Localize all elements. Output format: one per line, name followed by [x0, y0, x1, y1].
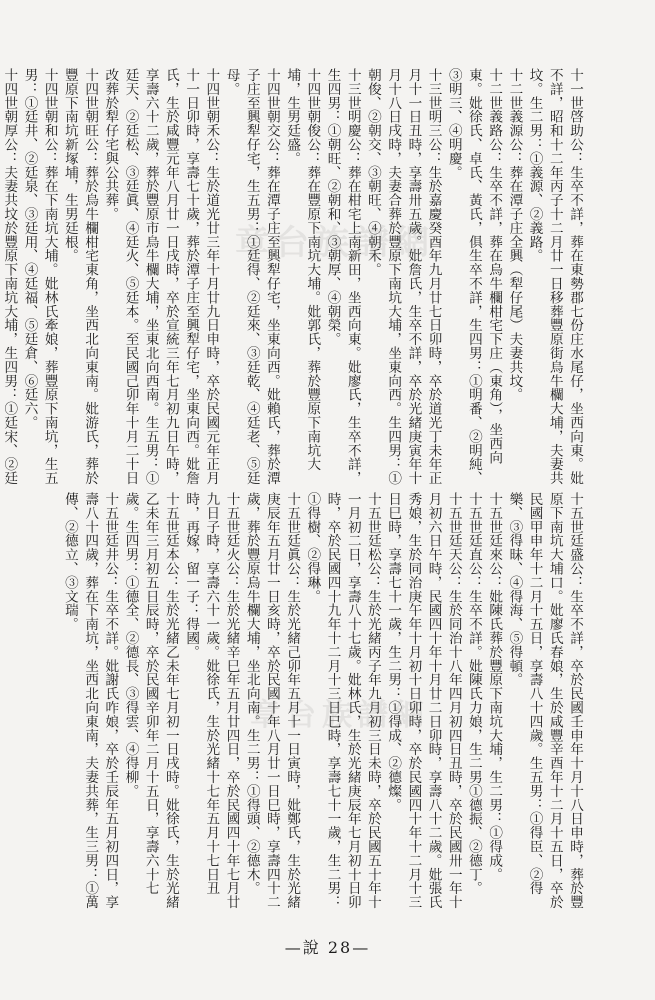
genealogy-entry: 十五世廷盛公：生卒不詳，卒於民國壬申年十月十八日申時，葬於豐原下南坑大埔口。妣廖氏春娘，生於咸豐辛酉年十二月十五日，卒於民國甲申年十二月十五日，享壽八十四歲。生五男：①得臣、②得樂、③得昧、④得海、⑤得頓。: [506, 492, 583, 909]
genealogy-entry: 十二世義源公：葬在潭子庄全興（犁仔尾）夫妻共坟。: [506, 68, 523, 402]
genealogy-entry: 十二世義路公：生卒不詳，葬在烏牛欄柑宅下庄（東角），坐西向東。妣徐氏、卓氏、黃氏，俱生卒不詳，生四男：①明番、②明純、③明三、④明慶。: [445, 68, 503, 485]
genealogy-entry: 十四世朝和公：葬在下南坑大埔。妣林氏牽娘，葬豐原下南坑，生五男：①廷井、②廷泉、③廷用、④廷福、⑤廷倉、⑥廷六。: [21, 68, 58, 485]
genealogy-entry: 十四世朝交公：葬在潭子庄至興犁仔宅，坐東向西。妣賴氏，葬於潭子庄至興犁仔宅，生五男：①廷得、②廷來、③廷乾、④廷老、⑤廷母。: [223, 68, 280, 485]
genealogy-entry: 十四世朝俊公：葬在豐原下南坑大埔。妣郭氏，葬於豐原下南坑大埔，生男廷盛。: [284, 68, 321, 472]
genealogy-entry: 十五世廷來公：妣陳氏葬於豐原下南坑大埔，生二男：①得成。: [486, 492, 503, 882]
genealogy-entry: 十五世廷直公：生卒不詳。妣陳氏力娘，生二男①德振、②德丁。: [465, 492, 482, 896]
genealogy-entry: 十五世廷井公：生卒不詳。妣謝氏咋娘，卒於壬辰年五月初四日，享壽八十四歲，葬在下南坑，坐西北向東南，夫妻共葬，生三男：①萬傳、②德立、③文瑞。: [61, 492, 119, 909]
genealogy-entry: 十四世朝禾公：生於道光廿三年十月廿九日申時，卒於民國元年正月十一日卯時，享壽七十歲，葬於潭子庄至興犁仔宅，坐東向西。妣詹氏，生於咸豐元年八月廿一日戌時，卒於宣統三年七月初九日午時，享壽六十二歲，葬於豐原市烏牛欄大埔，坐東北向西南。生五男：①廷天、②廷松、③廷眞、④廷火、⑤廷本。至民國己卯年十月二十日改葬於犁仔宅與公共葬。: [102, 68, 220, 485]
genealogy-entry: 十五世廷松公：生於光緒丙子年九月初三日未時，卒於民國五十年十一月初二日，享壽八十七歲。妣林氏，生於光緒庚辰年七月初十日卯時，卒於民國四十九年十二月十三日巳時，享壽七十一歲，生二男：①得樹、②得琳。: [304, 492, 381, 909]
genealogy-entry: 十五世廷本公：生於光緒乙未年七月初一日戌時。妣徐氏，生於光緒乙未年三月初五日辰時，卒於民國辛卯年二月十五日，享壽六十七歲。生四男：①德全、②德長、③得雲、④得柳。: [122, 492, 179, 909]
genealogy-entry: 十五世廷天公：生於同治十八年四月初四日丑時，卒於民國卅一年十月初六日午時，民國四十年十月廿二日卯時，享壽八十二歲。妣張氏秀娘，生於同治庚午年十月初十日卯時，卒於民國四十年十二月十三日巳時，享壽七十一歲，生二男：①得成、②德燦。: [385, 492, 462, 909]
genealogy-entry: 十一世啓助公：生卒不詳，葬在東勢郡七份庄水尾仔，坐西向東。妣不詳，昭和十二年丙子十二月廿一日移葬豐原街烏牛欄大埔，夫妻共坟。生二男：①義源、②義路。: [526, 68, 583, 485]
genealogy-entry: 十五世廷眞公：生於光緒己卯年五月十一日寅時，妣鄭氏，生於光緒庚辰年五月廿一日亥時，卒於民國十年八月廿一日巳時，享壽四十二歲，葬於豐原烏牛欄大埔，坐北向南。生二男：①得頭、②德木。: [243, 492, 301, 909]
lower-text-block: [20, 492, 585, 912]
watermark: 章台族譜網: [250, 698, 430, 733]
genealogy-entry: 十四世朝旺公：葬於烏牛欄柑宅東角，坐西北向東南。妣游氏，葬於豐原下南坑新塚埔，生男廷根。: [61, 68, 99, 485]
genealogy-entry: 十三世明慶公：葬在柑宅上南新田，坐西向東。妣廖氏，生卒不詳，生四男：①朝旺、②朝和、③朝厚、④朝榮。: [324, 68, 361, 485]
upper-text-block: [1, 68, 585, 488]
genealogy-entry: 十三世明三公：生於嘉慶癸酉年九月廿七日卯時，卒於道光丁未年正月十一日丑時，享壽卅五歲。妣詹氏，生卒不詳，卒於光緒庚寅年十月十八日戌時，夫妻合葬於豐原下南坑大埔，坐東向西。生四男：①朝俊、②朝交、③朝旺、④朝禾。: [364, 68, 442, 485]
genealogy-entry: 十五世廷火公：生於光緒辛巳年五月廿四日，卒於民國四十年七月廿九日子時，享壽六十一歲。妣徐氏，生於光緒十七年五月十七日丑時，再嫁，留一子：得國。: [183, 492, 240, 909]
genealogy-entry: 十四世朝厚公：夫妻共坟於豐原下南坑大埔，生四男：①廷宋、②廷: [1, 68, 18, 485]
page-number: —說 28—: [284, 938, 371, 957]
watermark: 章台族譜網: [235, 223, 435, 263]
